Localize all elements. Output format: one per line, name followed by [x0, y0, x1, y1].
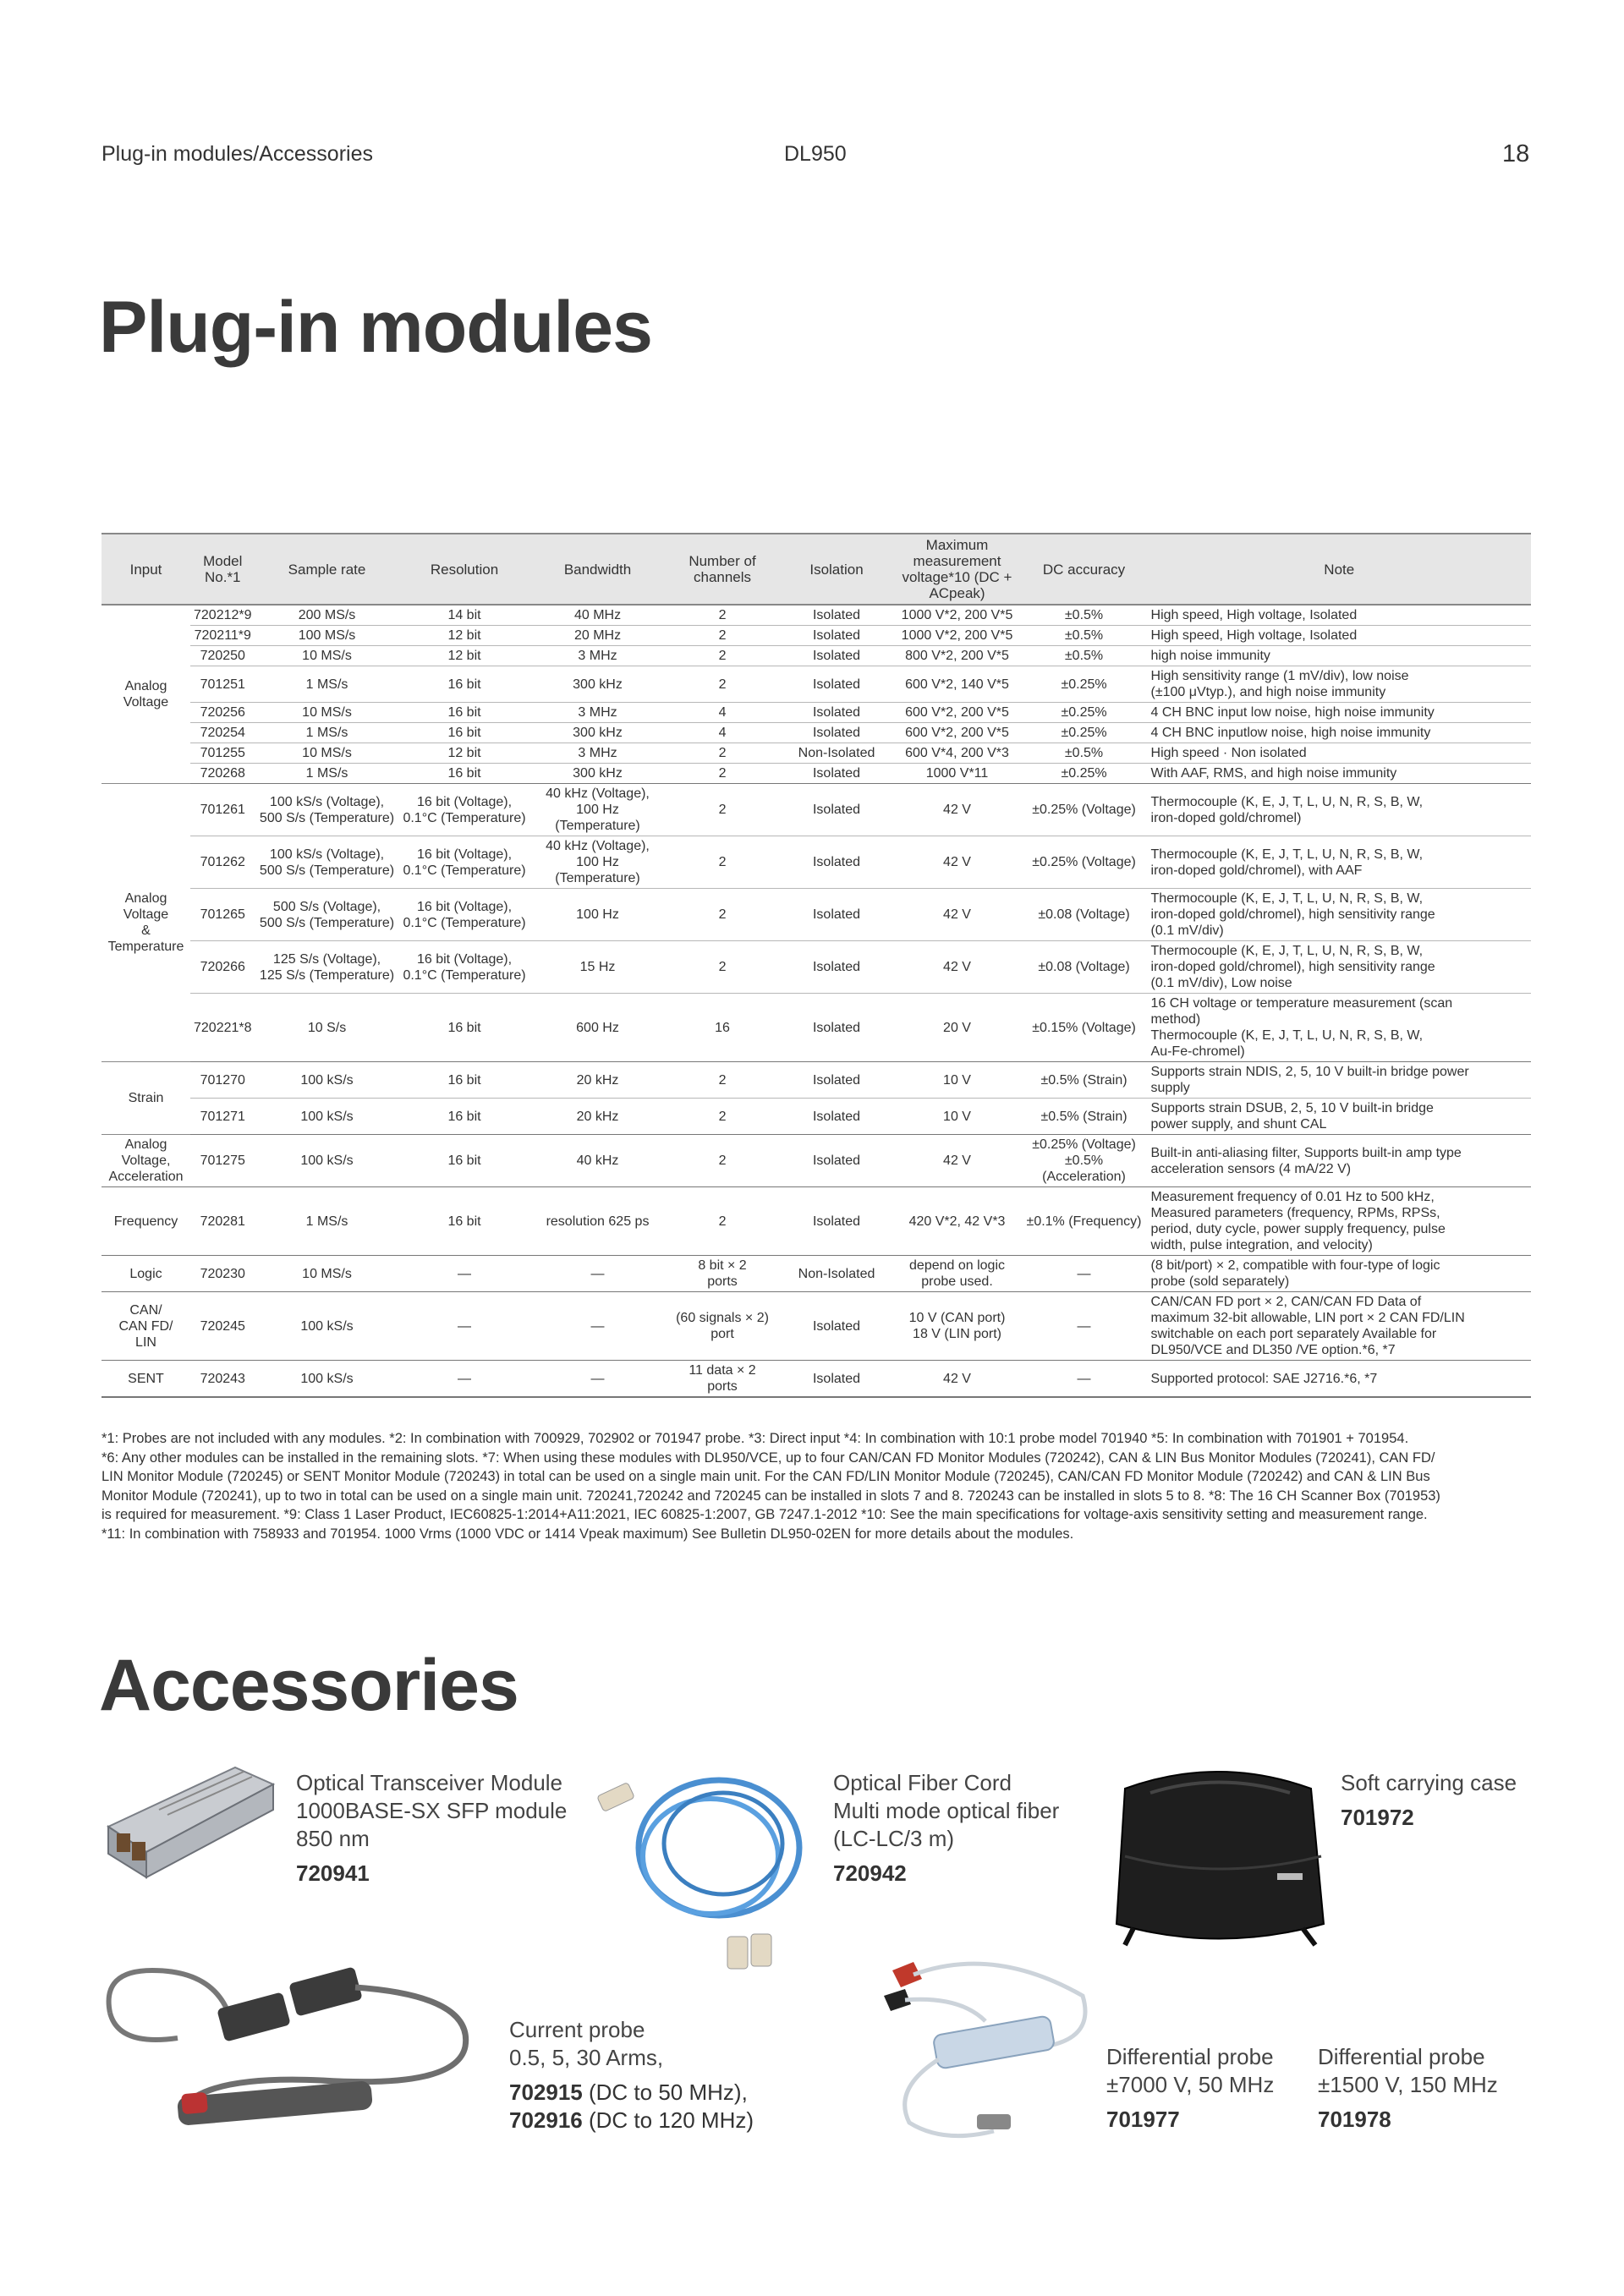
cell-acc: —: [1021, 1292, 1148, 1361]
cell-model: 720254: [190, 723, 255, 743]
cell-ch: 2: [666, 941, 780, 994]
cell-acc: ±0.25%: [1021, 723, 1148, 743]
cell-maxv: 10 V (CAN port) 18 V (LIN port): [894, 1292, 1021, 1361]
cell-acc: ±0.1% (Frequency): [1021, 1187, 1148, 1256]
cell-ch: 2: [666, 764, 780, 784]
cell-note: Supports strain NDIS, 2, 5, 10 V built-in bridge power supply: [1148, 1062, 1531, 1099]
cell-bw: 15 Hz: [530, 941, 666, 994]
cell-res: 16 bit: [399, 1062, 530, 1099]
cell-res: —: [399, 1361, 530, 1398]
table-row: [102, 1256, 1531, 1292]
table-row: [102, 605, 1531, 626]
cell-ch: 8 bit × 2 ports: [666, 1256, 780, 1292]
cell-res: 16 bit (Voltage), 0.1°C (Temperature): [399, 889, 530, 941]
cell-model: 701255: [190, 743, 255, 764]
cell-note: Measurement frequency of 0.01 Hz to 500 kHz, Measured parameters (frequency, RPMs, RPSs, period, duty cycle, power supply frequency, pulse width, pulse integration, and velocity): [1148, 1187, 1531, 1256]
cell-acc: ±0.25% (Voltage) ±0.5% (Acceleration): [1021, 1135, 1148, 1187]
cell-acc: ±0.08 (Voltage): [1021, 941, 1148, 994]
cell-note: High speed, High voltage, Isolated: [1148, 605, 1531, 626]
cell-model: 720256: [190, 703, 255, 723]
cell-acc: ±0.5% (Strain): [1021, 1099, 1148, 1135]
cell-maxv: 800 V*2, 200 V*5: [894, 646, 1021, 666]
cell-iso: Isolated: [780, 941, 894, 994]
cell-acc: ±0.5%: [1021, 646, 1148, 666]
footnote-line: LIN Monitor Module (720245) or SENT Monitor Module (720243) in total can be used on a single main unit. For the CAN FD/LIN Monitor Module (720245), CAN/CAN FD Monitor Module (720242) and CAN & LIN Bus: [102, 1469, 1430, 1484]
diff-probe-7000-line2: ±7000 V, 50 MHz: [1106, 2072, 1275, 2097]
cell-model: 701265: [190, 889, 255, 941]
cell-iso: Isolated: [780, 605, 894, 626]
cell-res: —: [399, 1256, 530, 1292]
table-row: [102, 1062, 1531, 1099]
cell-note: 4 CH BNC input low noise, high noise immunity: [1148, 703, 1531, 723]
cell-note: CAN/CAN FD port × 2, CAN/CAN FD Data of maximum 32-bit allowable, LIN port × 2 CAN FD/LIN switchable on each port separately Available for DL950/VCE and DL350 /VE option.*6, *7: [1148, 1292, 1531, 1361]
accessory-current-probe: [509, 2016, 754, 2134]
fiber-cord-image: [592, 1755, 820, 1975]
cell-model: 720221*8: [190, 994, 255, 1062]
table-header-cell: Input: [102, 534, 190, 605]
cell-ch: 4: [666, 703, 780, 723]
cell-model: 701275: [190, 1135, 255, 1187]
page-title-plugin-modules: Plug-in modules: [99, 287, 652, 368]
cell-note: high noise immunity: [1148, 646, 1531, 666]
cell-ch: 2: [666, 784, 780, 836]
diff-probe-1500-line1: Differential probe: [1318, 2044, 1485, 2069]
table-header-row: [102, 534, 1531, 605]
cell-res: —: [399, 1292, 530, 1361]
cell-bw: 40 kHz: [530, 1135, 666, 1187]
cell-res: 14 bit: [399, 605, 530, 626]
table-header-cell: Resolution: [399, 534, 530, 605]
cell-iso: Isolated: [780, 723, 894, 743]
cell-bw: —: [530, 1292, 666, 1361]
cell-bw: 3 MHz: [530, 743, 666, 764]
footnote-line: is required for measurement. *9: Class 1 Laser Product, IEC60825-1:2014+A11:2021, IEC 60825-1:2007, GB 7247.1-2012 *10: See the main specifications for voltage-axis sensitivity setting and measurement range.: [102, 1507, 1428, 1522]
page-number: 18: [1502, 140, 1530, 167]
case-model-code: 701972: [1341, 1805, 1414, 1830]
table-row: [102, 764, 1531, 784]
cell-model: 720230: [190, 1256, 255, 1292]
cell-iso: Isolated: [780, 1099, 894, 1135]
accessory-sfp: [296, 1769, 567, 1888]
cell-model: 720266: [190, 941, 255, 994]
cell-note: Supports strain DSUB, 2, 5, 10 V built-in bridge power supply, and shunt CAL: [1148, 1099, 1531, 1135]
sfp-line2: 1000BASE-SX SFP module: [296, 1798, 568, 1823]
cell-res: 16 bit: [399, 994, 530, 1062]
fiber-line2: Multi mode optical fiber: [833, 1798, 1060, 1823]
table-row: [102, 1361, 1531, 1398]
cell-note: High speed · Non isolated: [1148, 743, 1531, 764]
input-type-cell: CAN/ CAN FD/ LIN: [102, 1292, 190, 1361]
cell-maxv: 10 V: [894, 1099, 1021, 1135]
cell-bw: 100 Hz: [530, 889, 666, 941]
cell-model: 720243: [190, 1361, 255, 1398]
differential-probe-image: [875, 1945, 1095, 2148]
cell-ch: 2: [666, 1187, 780, 1256]
table-row: [102, 1099, 1531, 1135]
cell-note: 4 CH BNC inputlow noise, high noise immunity: [1148, 723, 1531, 743]
cell-rate: 1 MS/s: [255, 1187, 399, 1256]
cell-acc: ±0.5%: [1021, 605, 1148, 626]
table-row: [102, 889, 1531, 941]
table-row: [102, 626, 1531, 646]
cell-bw: 3 MHz: [530, 703, 666, 723]
cell-rate: 100 kS/s: [255, 1135, 399, 1187]
cell-bw: 20 kHz: [530, 1099, 666, 1135]
accessory-diff-probe-1500: [1318, 2043, 1498, 2134]
table-header-cell: Bandwidth: [530, 534, 666, 605]
cell-bw: 40 MHz: [530, 605, 666, 626]
cell-maxv: 600 V*2, 140 V*5: [894, 666, 1021, 703]
cell-note: 16 CH voltage or temperature measurement (scan method) Thermocouple (K, E, J, T, L, U, N, R, S, B, W, Au-Fe-chromel): [1148, 994, 1531, 1062]
cell-ch: 2: [666, 836, 780, 889]
cell-note: Thermocouple (K, E, J, T, L, U, N, R, S, B, W, iron-doped gold/chromel): [1148, 784, 1531, 836]
table-row: [102, 941, 1531, 994]
input-type-cell: Analog Voltage & Temperature: [102, 784, 190, 1062]
table-header-cell: Number of channels: [666, 534, 780, 605]
table-header-cell: Maximum measurement voltage*10 (DC + ACpeak): [894, 534, 1021, 605]
cell-iso: Isolated: [780, 784, 894, 836]
cell-ch: 2: [666, 1062, 780, 1099]
cell-iso: Isolated: [780, 626, 894, 646]
cell-acc: ±0.5%: [1021, 743, 1148, 764]
cell-bw: 3 MHz: [530, 646, 666, 666]
diff-probe-7000-line1: Differential probe: [1106, 2044, 1274, 2069]
table-row: [102, 1135, 1531, 1187]
footnote-line: *11: In combination with 758933 and 701954. 1000 Vrms (1000 VDC or 1414 Vpeak maximum) See Bulletin DL950-02EN for more details about the modules.: [102, 1526, 1074, 1542]
cell-rate: 1 MS/s: [255, 764, 399, 784]
cell-iso: Non-Isolated: [780, 1256, 894, 1292]
cell-iso: Isolated: [780, 889, 894, 941]
cell-model: 720250: [190, 646, 255, 666]
cell-ch: 2: [666, 626, 780, 646]
cell-note: Supported protocol: SAE J2716.*6, *7: [1148, 1361, 1531, 1398]
cell-acc: —: [1021, 1361, 1148, 1398]
cell-res: 16 bit: [399, 666, 530, 703]
cell-iso: Isolated: [780, 764, 894, 784]
cell-rate: 200 MS/s: [255, 605, 399, 626]
table-row: [102, 836, 1531, 889]
current-probe-line1: Current probe: [509, 2017, 645, 2042]
footnote-line: *6: Any other modules can be installed in the remaining slots. *7: When using these modules with DL950/VCE, up to four CAN/CAN FD Monitor Modules (720242), CAN & LIN Bus Monitor Modules (720241), CAN FD/: [102, 1449, 1435, 1466]
cell-model: 701271: [190, 1099, 255, 1135]
cell-maxv: 42 V: [894, 941, 1021, 994]
cell-rate: 100 kS/s: [255, 1361, 399, 1398]
cell-note: Thermocouple (K, E, J, T, L, U, N, R, S, B, W, iron-doped gold/chromel), high sensitivity range (0.1 mV/div), Low noise: [1148, 941, 1531, 994]
cell-ch: 2: [666, 1135, 780, 1187]
cell-acc: ±0.25%: [1021, 666, 1148, 703]
cell-note: Built-in anti-aliasing filter, Supports built-in amp type acceleration sensors (4 mA/22 V): [1148, 1135, 1531, 1187]
cell-res: 12 bit: [399, 646, 530, 666]
cell-rate: 10 S/s: [255, 994, 399, 1062]
cell-maxv: 42 V: [894, 1135, 1021, 1187]
cell-iso: Isolated: [780, 703, 894, 723]
cell-maxv: depend on logic probe used.: [894, 1256, 1021, 1292]
cell-res: 16 bit: [399, 723, 530, 743]
cell-model: 701262: [190, 836, 255, 889]
cell-ch: 11 data × 2 ports: [666, 1361, 780, 1398]
cell-ch: 2: [666, 1099, 780, 1135]
table-row: [102, 743, 1531, 764]
diff-probe-1500-code: 701978: [1318, 2107, 1391, 2132]
cell-bw: 40 kHz (Voltage), 100 Hz (Temperature): [530, 784, 666, 836]
table-header-cell: Isolation: [780, 534, 894, 605]
cell-res: 16 bit: [399, 1135, 530, 1187]
cell-model: 720211*9: [190, 626, 255, 646]
fiber-model-code: 720942: [833, 1860, 907, 1886]
cell-ch: 2: [666, 666, 780, 703]
cell-maxv: 1000 V*2, 200 V*5: [894, 605, 1021, 626]
current-probe-line2: 0.5, 5, 30 Arms,: [509, 2045, 664, 2070]
cell-bw: 20 MHz: [530, 626, 666, 646]
cell-res: 16 bit: [399, 1099, 530, 1135]
cell-res: 16 bit: [399, 764, 530, 784]
cell-note: High sensitivity range (1 mV/div), low noise (±100 μVtyp.), and high noise immunity: [1148, 666, 1531, 703]
accessory-fiber: [833, 1769, 1059, 1888]
cell-rate: 10 MS/s: [255, 1256, 399, 1292]
footnote-line: *1: Probes are not included with any modules. *2: In combination with 700929, 702902 or 701947 probe. *3: Direct input *4: In combination with 10:1 probe model 701940 *5: In combination with 701901 + 701954.: [102, 1431, 1409, 1446]
table-header-cell: Note: [1148, 534, 1531, 605]
table-header-cell: Sample rate: [255, 534, 399, 605]
fiber-line3: (LC-LC/3 m): [833, 1826, 955, 1851]
cell-rate: 1 MS/s: [255, 666, 399, 703]
cell-bw: 300 kHz: [530, 666, 666, 703]
cell-bw: resolution 625 ps: [530, 1187, 666, 1256]
cell-note: Thermocouple (K, E, J, T, L, U, N, R, S, B, W, iron-doped gold/chromel), with AAF: [1148, 836, 1531, 889]
cell-acc: ±0.25% (Voltage): [1021, 836, 1148, 889]
cell-maxv: 1000 V*2, 200 V*5: [894, 626, 1021, 646]
footnote-line: Monitor Module (720241), up to two in total can be used on a single main unit. 720241,720242 and 720245 can be installed in slots 7 and 8. 720243 can be installed in slots 5 to 8. *8: The 16 CH Scanner Box (701953): [102, 1488, 1440, 1504]
cell-iso: Isolated: [780, 1292, 894, 1361]
header-section: Plug-in modules/Accessories: [102, 142, 373, 166]
cell-res: 16 bit: [399, 1187, 530, 1256]
cell-model: 701270: [190, 1062, 255, 1099]
cell-iso: Isolated: [780, 994, 894, 1062]
cell-res: 12 bit: [399, 743, 530, 764]
cell-iso: Isolated: [780, 1187, 894, 1256]
cell-maxv: 600 V*2, 200 V*5: [894, 703, 1021, 723]
table-row: [102, 703, 1531, 723]
cell-acc: ±0.25% (Voltage): [1021, 784, 1148, 836]
cell-ch: 2: [666, 743, 780, 764]
cell-ch: 16: [666, 994, 780, 1062]
plugin-modules-table: [102, 533, 1531, 1398]
cell-bw: 300 kHz: [530, 764, 666, 784]
cell-acc: —: [1021, 1256, 1148, 1292]
input-type-cell: SENT: [102, 1361, 190, 1398]
footnotes: [102, 1429, 1535, 1543]
cell-ch: 2: [666, 646, 780, 666]
cell-maxv: 1000 V*11: [894, 764, 1021, 784]
cell-model: 720212*9: [190, 605, 255, 626]
cell-acc: ±0.5% (Strain): [1021, 1062, 1148, 1099]
cell-rate: 125 S/s (Voltage), 125 S/s (Temperature): [255, 941, 399, 994]
cell-model: 720268: [190, 764, 255, 784]
cell-res: 16 bit (Voltage), 0.1°C (Temperature): [399, 941, 530, 994]
cell-res: 16 bit (Voltage), 0.1°C (Temperature): [399, 836, 530, 889]
cell-bw: 300 kHz: [530, 723, 666, 743]
cell-ch: 2: [666, 889, 780, 941]
cell-iso: Isolated: [780, 836, 894, 889]
cell-note: High speed, High voltage, Isolated: [1148, 626, 1531, 646]
table-row: [102, 666, 1531, 703]
diff-probe-7000-code: 701977: [1106, 2107, 1180, 2132]
cell-model: 720245: [190, 1292, 255, 1361]
cell-res: 12 bit: [399, 626, 530, 646]
cell-rate: 10 MS/s: [255, 703, 399, 723]
table-header-cell: Model No.*1: [190, 534, 255, 605]
cell-maxv: 600 V*2, 200 V*5: [894, 723, 1021, 743]
cell-rate: 100 kS/s: [255, 1292, 399, 1361]
cell-maxv: 10 V: [894, 1062, 1021, 1099]
cell-maxv: 20 V: [894, 994, 1021, 1062]
input-type-cell: Logic: [102, 1256, 190, 1292]
cell-rate: 100 kS/s (Voltage), 500 S/s (Temperature): [255, 836, 399, 889]
cell-acc: ±0.25%: [1021, 764, 1148, 784]
cell-note: With AAF, RMS, and high noise immunity: [1148, 764, 1531, 784]
header-product: DL950: [784, 142, 847, 166]
cell-model: 701251: [190, 666, 255, 703]
cell-res: 16 bit: [399, 703, 530, 723]
cell-bw: 20 kHz: [530, 1062, 666, 1099]
cell-rate: 10 MS/s: [255, 646, 399, 666]
cell-maxv: 42 V: [894, 889, 1021, 941]
table-row: [102, 994, 1531, 1062]
table-row: [102, 1187, 1531, 1256]
cell-bw: —: [530, 1256, 666, 1292]
cell-rate: 1 MS/s: [255, 723, 399, 743]
cell-ch: (60 signals × 2) port: [666, 1292, 780, 1361]
table-row: [102, 646, 1531, 666]
cell-acc: ±0.15% (Voltage): [1021, 994, 1148, 1062]
fiber-line1: Optical Fiber Cord: [833, 1770, 1012, 1795]
cell-maxv: 420 V*2, 42 V*3: [894, 1187, 1021, 1256]
table-header-cell: DC accuracy: [1021, 534, 1148, 605]
cell-maxv: 42 V: [894, 1361, 1021, 1398]
cell-ch: 4: [666, 723, 780, 743]
accessory-diff-probe-7000: [1106, 2043, 1274, 2134]
cell-bw: —: [530, 1361, 666, 1398]
cell-rate: 100 kS/s: [255, 1099, 399, 1135]
input-type-cell: Analog Voltage, Acceleration: [102, 1135, 190, 1187]
current-probe-code-702915: 702915 (DC to 50 MHz),: [509, 2080, 748, 2105]
cell-maxv: 600 V*4, 200 V*3: [894, 743, 1021, 764]
cell-iso: Isolated: [780, 646, 894, 666]
cell-ch: 2: [666, 605, 780, 626]
sfp-module-image: [100, 1759, 277, 1886]
cell-rate: 100 kS/s (Voltage), 500 S/s (Temperature): [255, 784, 399, 836]
table-row: [102, 1292, 1531, 1361]
case-line1: Soft carrying case: [1341, 1770, 1517, 1795]
cell-iso: Non-Isolated: [780, 743, 894, 764]
cell-iso: Isolated: [780, 1062, 894, 1099]
cell-rate: 100 MS/s: [255, 626, 399, 646]
input-type-cell: Frequency: [102, 1187, 190, 1256]
cell-acc: ±0.08 (Voltage): [1021, 889, 1148, 941]
cell-model: 720281: [190, 1187, 255, 1256]
current-probe-image: [102, 1954, 491, 2140]
cell-acc: ±0.5%: [1021, 626, 1148, 646]
cell-maxv: 42 V: [894, 784, 1021, 836]
sfp-model-code: 720941: [296, 1860, 370, 1886]
sfp-line3: 850 nm: [296, 1826, 370, 1851]
current-probe-code-702916: 702916 (DC to 120 MHz): [509, 2107, 754, 2133]
accessory-case: [1341, 1769, 1517, 1832]
cell-iso: Isolated: [780, 1135, 894, 1187]
cell-rate: 10 MS/s: [255, 743, 399, 764]
table-row: [102, 784, 1531, 836]
diff-probe-1500-line2: ±1500 V, 150 MHz: [1318, 2072, 1498, 2097]
input-type-cell: Analog Voltage: [102, 605, 190, 784]
cell-rate: 500 S/s (Voltage), 500 S/s (Temperature): [255, 889, 399, 941]
cell-note: Thermocouple (K, E, J, T, L, U, N, R, S, B, W, iron-doped gold/chromel), high sensitivity range (0.1 mV/div): [1148, 889, 1531, 941]
page-title-accessories: Accessories: [99, 1645, 518, 1726]
cell-iso: Isolated: [780, 666, 894, 703]
sfp-line1: Optical Transceiver Module: [296, 1770, 563, 1795]
input-type-cell: Strain: [102, 1062, 190, 1135]
cell-maxv: 42 V: [894, 836, 1021, 889]
cell-bw: 40 kHz (Voltage), 100 Hz (Temperature): [530, 836, 666, 889]
cell-iso: Isolated: [780, 1361, 894, 1398]
cell-res: 16 bit (Voltage), 0.1°C (Temperature): [399, 784, 530, 836]
table-row: [102, 723, 1531, 743]
cell-model: 701261: [190, 784, 255, 836]
carrying-case-image: [1100, 1755, 1336, 1949]
cell-acc: ±0.25%: [1021, 703, 1148, 723]
cell-note: (8 bit/port) × 2, compatible with four-type of logic probe (sold separately): [1148, 1256, 1531, 1292]
cell-rate: 100 kS/s: [255, 1062, 399, 1099]
cell-bw: 600 Hz: [530, 994, 666, 1062]
